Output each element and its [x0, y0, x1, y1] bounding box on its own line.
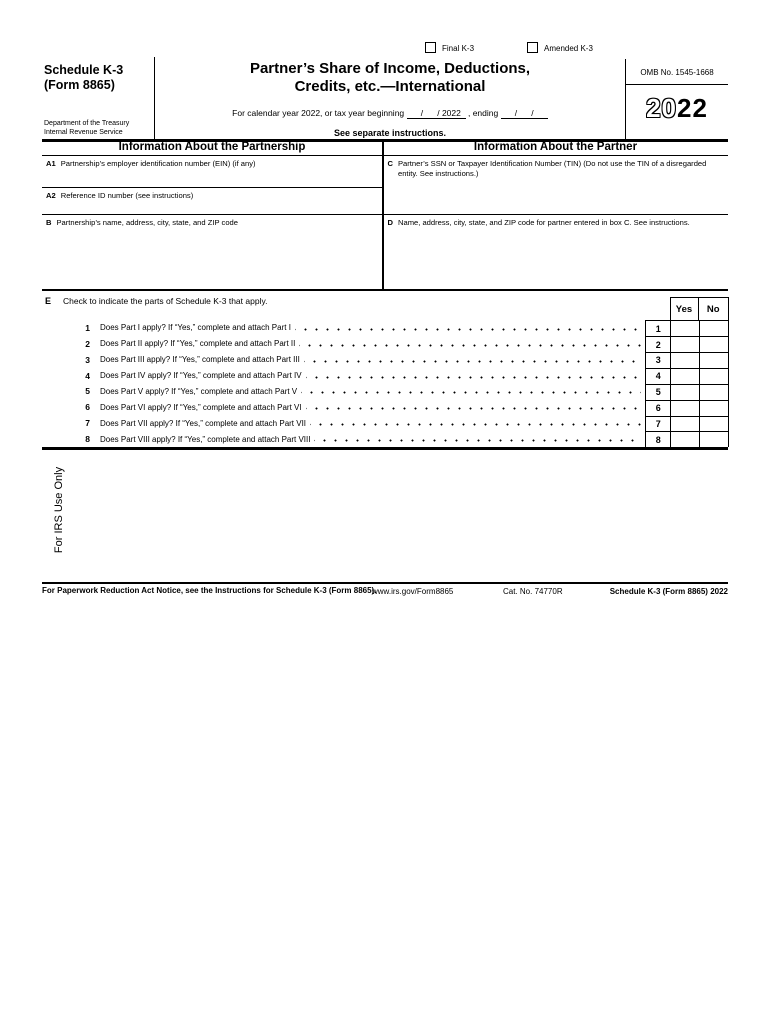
partner-name-address-field[interactable]	[384, 215, 729, 289]
a2-label: A2	[46, 191, 56, 200]
question-row-4	[42, 368, 643, 384]
part2-yes-cell[interactable]	[671, 337, 700, 352]
calendar-prefix: For calendar year 2022, or tax year beginning	[232, 108, 405, 118]
yes-no-grid	[645, 320, 729, 447]
form-id-box	[42, 57, 155, 140]
ein-field[interactable]	[42, 156, 382, 188]
year-outline-digits: 20	[646, 93, 677, 123]
part7-no-cell[interactable]	[700, 417, 728, 432]
a1-caption: Partnership’s employer identification number (EIN) (if any)	[60, 159, 256, 168]
year-solid-digits: 22	[677, 93, 708, 123]
a1-label: A1	[46, 159, 56, 168]
part5-no-cell[interactable]	[700, 385, 728, 400]
part2-no-cell[interactable]	[700, 337, 728, 352]
partner-section-header: Information About the Partner	[473, 141, 638, 153]
b-caption: Partnership’s name, address, city, state, and ZIP code	[56, 218, 238, 227]
box-number: 6	[655, 403, 661, 414]
tax-year-end-field[interactable]: / /	[500, 108, 548, 118]
c-label: C	[387, 159, 393, 168]
partnership-name-address-field[interactable]	[42, 215, 382, 289]
part3-yes-cell[interactable]	[671, 353, 700, 368]
reference-id-field[interactable]	[42, 188, 382, 215]
b-label: B	[46, 218, 52, 227]
part6-no-cell[interactable]	[700, 401, 728, 416]
dot-leader	[301, 384, 641, 400]
no-column-header: No	[699, 298, 729, 321]
question-text: Does Part VII apply? If “Yes,” complete and attach Part VII	[100, 418, 307, 428]
answer-row-5	[646, 385, 728, 401]
title-line1: Partner’s Share of Income, Deductions,	[249, 60, 531, 77]
dot-leader	[314, 431, 641, 447]
box-number: 4	[655, 371, 661, 382]
part5-yes-cell[interactable]	[671, 385, 700, 400]
c-caption: Partner’s SSN or Taxpayer Identification Number (TIN) (Do not use the TIN of a disregarded entity. See instructions.)	[397, 159, 707, 178]
question-number: 4	[85, 370, 90, 381]
question-row-1	[42, 320, 643, 336]
paperwork-notice: For Paperwork Reduction Act Notice, see the Instructions for Schedule K-3 (Form 8865).	[42, 586, 377, 595]
part1-no-cell[interactable]	[700, 321, 728, 336]
yes-column-header: Yes	[670, 298, 699, 321]
answer-row-2	[646, 337, 728, 353]
grid-strong-divider	[670, 297, 672, 447]
question-text: Does Part IV apply? If “Yes,” complete and attach Part IV	[100, 371, 302, 381]
box-number: 8	[655, 434, 661, 445]
question-text: Does Part I apply? If “Yes,” complete and attach Part I	[100, 323, 291, 333]
omb-number: OMB No. 1545-1668	[626, 59, 728, 85]
footer-rule	[42, 582, 728, 584]
question-number: 7	[85, 418, 90, 429]
partner-tin-field[interactable]	[384, 156, 729, 215]
dot-leader	[306, 399, 641, 415]
agency-line2: Internal Revenue Service	[44, 128, 123, 136]
page-title	[156, 57, 624, 96]
schedule-name: Schedule K-3	[44, 63, 124, 77]
a2-caption: Reference ID number (see instructions)	[60, 191, 194, 200]
question-number: 5	[85, 386, 90, 397]
box-number: 2	[655, 339, 661, 350]
part6-yes-cell[interactable]	[671, 401, 700, 416]
question-text: Does Part III apply? If “Yes,” complete and attach Part III	[100, 355, 300, 365]
answer-row-1	[646, 321, 728, 337]
e-caption: Check to indicate the parts of Schedule K-3 that apply.	[63, 296, 268, 306]
question-text: Does Part II apply? If “Yes,” complete and attach Part II	[100, 339, 296, 349]
question-number: 3	[85, 354, 90, 365]
question-row-5	[42, 384, 643, 400]
tax-year-line	[156, 108, 624, 119]
form-number: (Form 8865)	[44, 78, 115, 92]
see-instructions-note: See separate instructions.	[333, 128, 447, 138]
question-row-6	[42, 399, 643, 415]
part4-no-cell[interactable]	[700, 369, 728, 384]
final-k3-label: Final K-3	[442, 44, 475, 53]
omb-year-box	[625, 59, 728, 140]
question-text: Does Part V apply? If “Yes,” complete and attach Part V	[100, 386, 298, 396]
final-k3-checkbox[interactable]	[425, 42, 436, 53]
partnership-section-header: Information About the Partnership	[118, 141, 306, 153]
box-number: 7	[655, 418, 661, 429]
tax-year-begin-field[interactable]: / / 2022	[406, 108, 466, 118]
answer-row-7	[646, 417, 728, 433]
dot-leader	[304, 352, 641, 368]
irs-url[interactable]: www.irs.gov/Form8865	[372, 587, 454, 596]
title-line2: Credits, etc.—International	[294, 78, 486, 95]
question-row-7	[42, 415, 643, 431]
question-number: 2	[85, 338, 90, 349]
part3-no-cell[interactable]	[700, 353, 728, 368]
dot-leader	[306, 368, 641, 384]
box-number: 1	[655, 323, 661, 334]
d-label: D	[387, 218, 393, 227]
section-rule	[42, 289, 728, 291]
amended-k3-label: Amended K-3	[544, 44, 593, 53]
catalog-number: Cat. No. 74770R	[503, 587, 563, 596]
e-label: E	[45, 296, 52, 306]
irs-use-only-label: For IRS Use Only	[53, 466, 65, 554]
form-title-block	[156, 57, 624, 140]
amended-k3-checkbox[interactable]	[527, 42, 538, 53]
dot-leader	[299, 336, 641, 352]
answer-row-4	[646, 369, 728, 385]
part-e-questions	[42, 320, 643, 447]
answer-row-3	[646, 353, 728, 369]
question-row-2	[42, 336, 643, 352]
d-caption: Name, address, city, state, and ZIP code for partner entered in box C. See instructions.	[397, 218, 690, 227]
answer-row-8	[646, 432, 728, 447]
box-number: 3	[655, 355, 661, 366]
question-number: 6	[85, 402, 90, 413]
question-number: 8	[85, 434, 90, 445]
question-row-3	[42, 352, 643, 368]
tax-year-badge	[626, 93, 728, 124]
dot-leader	[310, 415, 641, 431]
irs-use-only-block	[14, 464, 104, 556]
dot-leader	[295, 320, 641, 336]
yes-no-header	[670, 297, 729, 321]
question-text: Does Part VIII apply? If “Yes,” complete and attach Part VIII	[100, 434, 311, 444]
part7-yes-cell[interactable]	[671, 417, 700, 432]
question-row-8	[42, 431, 643, 447]
agency-line1: Department of the Treasury	[44, 119, 130, 127]
part1-yes-cell[interactable]	[671, 321, 700, 336]
question-number: 1	[85, 322, 90, 333]
ending-label: , ending	[467, 108, 501, 118]
part8-yes-cell[interactable]	[671, 432, 700, 447]
part8-no-cell[interactable]	[700, 432, 728, 447]
answer-row-6	[646, 401, 728, 417]
part4-yes-cell[interactable]	[671, 369, 700, 384]
part-e-bottom-rule	[42, 447, 728, 450]
form-identifier: Schedule K-3 (Form 8865) 2022	[609, 587, 728, 596]
question-text: Does Part VI apply? If “Yes,” complete and attach Part VI	[100, 402, 302, 412]
agency-block	[44, 119, 129, 137]
box-number: 5	[655, 387, 661, 398]
